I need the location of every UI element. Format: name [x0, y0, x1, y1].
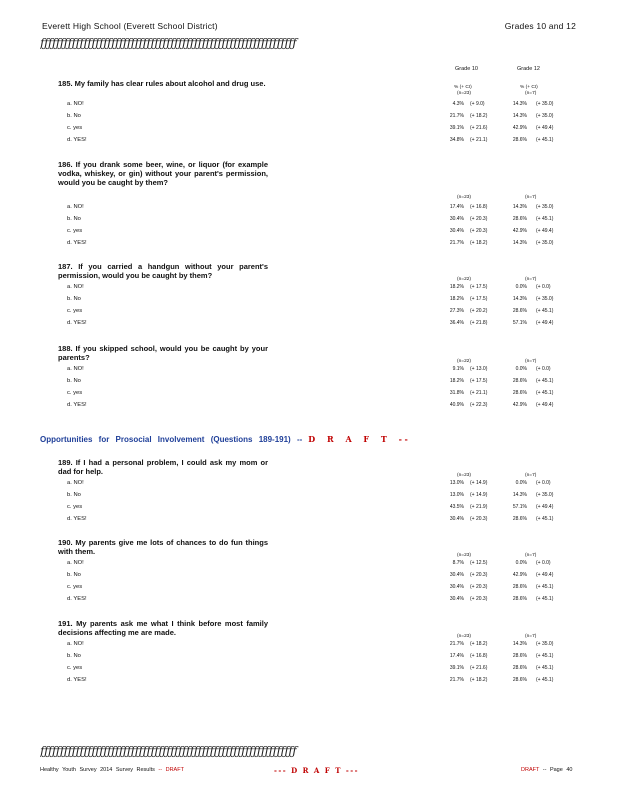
ci-grade-10: (+ 14.9) — [470, 492, 488, 498]
section-draft-mark: D R A F T -- — [308, 434, 411, 444]
ci-grade-12: (+ 0.0) — [536, 366, 551, 372]
ci-grade-12: (+ 35.0) — [536, 240, 554, 246]
answer-option: a. NO! — [67, 204, 84, 210]
percent-grade-10: 36.4% — [449, 320, 464, 326]
percent-grade-12: 28.6% — [512, 584, 527, 590]
percent-grade-12: 28.6% — [512, 137, 527, 143]
answer-option: b. No — [67, 492, 81, 498]
percent-grade-10: 31.8% — [449, 390, 464, 396]
column-header-grade-12: Grade 12 — [517, 66, 540, 72]
percent-grade-10: 30.4% — [449, 216, 464, 222]
ci-grade-12: (+ 0.0) — [536, 560, 551, 566]
percent-grade-12: 0.0% — [515, 366, 527, 372]
question-text: 190. My parents give me lots of chances to do fun things with them. — [58, 538, 268, 556]
ci-grade-10: (+ 20.3) — [470, 572, 488, 578]
answer-option: b. No — [67, 572, 81, 578]
ci-grade-12: (+ 49.4) — [536, 402, 554, 408]
answer-option: c. yes — [67, 308, 83, 314]
percent-grade-10: 39.1% — [449, 125, 464, 131]
percent-grade-12: 57.1% — [512, 320, 527, 326]
answer-option: d. YES! — [67, 402, 87, 408]
sample-size-grade-10: (n=23) — [457, 634, 471, 639]
ci-grade-12: (+ 45.1) — [536, 584, 554, 590]
percent-grade-10: 30.4% — [449, 572, 464, 578]
percent-grade-12: 14.3% — [512, 492, 527, 498]
sample-size-grade-10: (n=22) — [457, 359, 471, 364]
answer-option: b. No — [67, 653, 81, 659]
footer-left — [40, 767, 184, 773]
ci-grade-10: (+ 21.8) — [470, 320, 488, 326]
percent-grade-10: 4.3% — [452, 101, 464, 107]
percent-grade-12: 42.9% — [512, 125, 527, 131]
percent-grade-12: 28.6% — [512, 216, 527, 222]
percent-grade-10: 21.7% — [449, 240, 464, 246]
percent-grade-10: 18.2% — [449, 284, 464, 290]
ci-grade-12: (+ 49.4) — [536, 572, 554, 578]
sample-size-grade-12: (n=7) — [525, 277, 537, 282]
sample-size-grade-12: (n=7) — [525, 195, 537, 200]
ci-grade-12: (+ 49.4) — [536, 320, 554, 326]
percent-grade-12: 14.3% — [512, 101, 527, 107]
ci-grade-12: (+ 49.4) — [536, 504, 554, 510]
sample-size-grade-10: (n=23) — [457, 553, 471, 558]
ci-grade-12: (+ 0.0) — [536, 284, 551, 290]
ci-grade-12: (+ 45.1) — [536, 596, 554, 602]
percent-grade-10: 30.4% — [449, 596, 464, 602]
ci-grade-10: (+ 21.9) — [470, 504, 488, 510]
ci-grade-12: (+ 35.0) — [536, 296, 554, 302]
section-title: Opportunities for Prosocial Involvement (Questions 189-191) -- — [40, 435, 303, 444]
answer-option: a. NO! — [67, 560, 84, 566]
ci-grade-10: (+ 21.6) — [470, 125, 488, 131]
answer-option: c. yes — [67, 228, 83, 234]
percent-grade-10: 43.5% — [449, 504, 464, 510]
answer-option: d. YES! — [67, 677, 87, 683]
answer-option: b. No — [67, 113, 81, 119]
ci-grade-10: (+ 9.0) — [470, 101, 485, 107]
percent-grade-10: 13.0% — [449, 492, 464, 498]
ci-grade-12: (+ 45.1) — [536, 653, 554, 659]
percent-grade-12: 28.6% — [512, 653, 527, 659]
question-text: 185. My family has clear rules about alcohol and drug use. — [58, 79, 266, 88]
sample-size-grade-12: (n=7) — [525, 553, 537, 558]
percent-ci-header-grade-12: % (+ CI) — [520, 85, 538, 90]
footer-left-draft: -- DRAFT — [158, 767, 184, 773]
ci-grade-10: (+ 20.2) — [470, 308, 488, 314]
percent-grade-12: 14.3% — [512, 240, 527, 246]
percent-grade-10: 13.0% — [449, 480, 464, 486]
percent-grade-12: 14.3% — [512, 113, 527, 119]
answer-option: c. yes — [67, 125, 83, 131]
percent-grade-10: 8.7% — [452, 560, 464, 566]
percent-ci-header-grade-10: % (+ CI) — [454, 85, 472, 90]
percent-grade-10: 21.7% — [449, 113, 464, 119]
percent-grade-12: 42.9% — [512, 228, 527, 234]
answer-option: d. YES! — [67, 137, 87, 143]
percent-grade-12: 57.1% — [512, 504, 527, 510]
answer-option: a. NO! — [67, 101, 84, 107]
percent-grade-12: 28.6% — [512, 516, 527, 522]
ci-grade-10: (+ 18.2) — [470, 641, 488, 647]
percent-grade-10: 18.2% — [449, 296, 464, 302]
percent-grade-10: 9.1% — [452, 366, 464, 372]
answer-option: b. No — [67, 378, 81, 384]
ci-grade-10: (+ 12.5) — [470, 560, 488, 566]
ci-grade-12: (+ 45.1) — [536, 665, 554, 671]
percent-grade-10: 40.9% — [449, 402, 464, 408]
sample-size-grade-12: (n=7) — [525, 473, 537, 478]
percent-grade-12: 0.0% — [515, 284, 527, 290]
answer-option: c. yes — [67, 665, 83, 671]
ci-grade-10: (+ 20.3) — [470, 596, 488, 602]
report-grades: Grades 10 and 12 — [504, 21, 576, 31]
footer-right — [521, 767, 572, 773]
percent-grade-10: 17.4% — [449, 204, 464, 210]
ci-grade-12: (+ 0.0) — [536, 480, 551, 486]
ci-grade-10: (+ 21.1) — [470, 390, 488, 396]
ci-grade-10: (+ 20.3) — [470, 228, 488, 234]
percent-grade-10: 17.4% — [449, 653, 464, 659]
ci-grade-10: (+ 17.5) — [470, 284, 488, 290]
answer-option: b. No — [67, 216, 81, 222]
percent-grade-12: 0.0% — [515, 560, 527, 566]
ci-grade-12: (+ 49.4) — [536, 125, 554, 131]
ci-grade-10: (+ 18.2) — [470, 113, 488, 119]
percent-grade-12: 0.0% — [515, 480, 527, 486]
percent-grade-10: 39.1% — [449, 665, 464, 671]
sample-size-grade-10: (n=23) — [457, 473, 471, 478]
sample-size-grade-10: (n=22) — [457, 277, 471, 282]
ci-grade-10: (+ 17.5) — [470, 296, 488, 302]
answer-option: b. No — [67, 296, 81, 302]
header-rule: ƒƒƒƒƒƒƒƒƒƒƒƒƒƒƒƒƒƒƒƒƒƒƒƒƒƒƒƒƒƒƒƒƒƒƒƒƒƒƒƒƒƒƒƒƒƒƒƒƒƒƒƒƒƒƒƒƒƒƒƒƒƒƒƒƒ — [40, 36, 297, 50]
ci-grade-10: (+ 18.2) — [470, 677, 488, 683]
question-text: 188. If you skipped school, would you be caught by your parents? — [58, 344, 268, 362]
footer-page-number: -- Page 40 — [542, 767, 573, 773]
question-text: 186. If you drank some beer, wine, or liquor (for example vodka, whiskey, or gin) without your parent's permission, would you be caught by them? — [58, 160, 268, 187]
answer-option: a. NO! — [67, 641, 84, 647]
sample-size-grade-12: (n=7) — [525, 359, 537, 364]
answer-option: c. yes — [67, 584, 83, 590]
percent-grade-10: 34.8% — [449, 137, 464, 143]
ci-grade-12: (+ 35.0) — [536, 101, 554, 107]
sample-size-grade-12: (n=7) — [525, 91, 537, 96]
percent-grade-12: 42.9% — [512, 572, 527, 578]
ci-grade-10: (+ 14.9) — [470, 480, 488, 486]
footer-rule: ƒƒƒƒƒƒƒƒƒƒƒƒƒƒƒƒƒƒƒƒƒƒƒƒƒƒƒƒƒƒƒƒƒƒƒƒƒƒƒƒƒƒƒƒƒƒƒƒƒƒƒƒƒƒƒƒƒƒƒƒƒƒƒƒƒ — [40, 744, 297, 758]
percent-grade-12: 28.6% — [512, 308, 527, 314]
ci-grade-12: (+ 49.4) — [536, 228, 554, 234]
ci-grade-10: (+ 21.1) — [470, 137, 488, 143]
ci-grade-12: (+ 35.0) — [536, 204, 554, 210]
column-header-grade-10: Grade 10 — [455, 66, 478, 72]
ci-grade-12: (+ 45.1) — [536, 390, 554, 396]
percent-grade-10: 30.4% — [449, 516, 464, 522]
answer-option: c. yes — [67, 390, 83, 396]
ci-grade-10: (+ 17.5) — [470, 378, 488, 384]
answer-option: d. YES! — [67, 320, 87, 326]
ci-grade-12: (+ 45.1) — [536, 216, 554, 222]
ci-grade-10: (+ 13.0) — [470, 366, 488, 372]
ci-grade-10: (+ 21.6) — [470, 665, 488, 671]
percent-grade-12: 28.6% — [512, 677, 527, 683]
percent-grade-12: 28.6% — [512, 390, 527, 396]
percent-grade-10: 27.3% — [449, 308, 464, 314]
percent-grade-10: 21.7% — [449, 677, 464, 683]
footer-survey-title: Healthy Youth Survey 2014 Survey Results — [40, 767, 155, 773]
percent-grade-10: 30.4% — [449, 228, 464, 234]
ci-grade-10: (+ 20.3) — [470, 584, 488, 590]
sample-size-grade-10: (n=23) — [457, 91, 471, 96]
answer-option: d. YES! — [67, 240, 87, 246]
ci-grade-12: (+ 35.0) — [536, 641, 554, 647]
footer-draft-banner: --- D R A F T --- — [274, 766, 360, 775]
question-text: 187. If you carried a handgun without your parent's permission, would you be caught by them? — [58, 262, 268, 280]
answer-option: d. YES! — [67, 516, 87, 522]
percent-grade-12: 42.9% — [512, 402, 527, 408]
question-text: 189. If I had a personal problem, I could ask my mom or dad for help. — [58, 458, 268, 476]
ci-grade-12: (+ 35.0) — [536, 492, 554, 498]
percent-grade-10: 30.4% — [449, 584, 464, 590]
answer-option: c. yes — [67, 504, 83, 510]
ci-grade-12: (+ 45.1) — [536, 137, 554, 143]
ci-grade-10: (+ 16.8) — [470, 204, 488, 210]
percent-grade-12: 14.3% — [512, 204, 527, 210]
report-school-name: Everett High School (Everett School District) — [42, 21, 218, 31]
answer-option: d. YES! — [67, 596, 87, 602]
ci-grade-12: (+ 35.0) — [536, 113, 554, 119]
section-heading — [40, 434, 410, 444]
percent-grade-12: 28.6% — [512, 596, 527, 602]
footer-right-draft: DRAFT — [521, 767, 540, 773]
ci-grade-10: (+ 22.3) — [470, 402, 488, 408]
ci-grade-12: (+ 45.1) — [536, 677, 554, 683]
answer-option: a. NO! — [67, 480, 84, 486]
ci-grade-10: (+ 18.2) — [470, 240, 488, 246]
answer-option: a. NO! — [67, 366, 84, 372]
question-text: 191. My parents ask me what I think before most family decisions affecting me are made. — [58, 619, 268, 637]
percent-grade-12: 28.6% — [512, 378, 527, 384]
ci-grade-12: (+ 45.1) — [536, 308, 554, 314]
percent-grade-10: 21.7% — [449, 641, 464, 647]
percent-grade-12: 14.3% — [512, 296, 527, 302]
ci-grade-12: (+ 45.1) — [536, 516, 554, 522]
ci-grade-10: (+ 16.8) — [470, 653, 488, 659]
answer-option: a. NO! — [67, 284, 84, 290]
percent-grade-12: 28.6% — [512, 665, 527, 671]
sample-size-grade-10: (n=23) — [457, 195, 471, 200]
ci-grade-12: (+ 45.1) — [536, 378, 554, 384]
ci-grade-10: (+ 20.3) — [470, 216, 488, 222]
ci-grade-10: (+ 20.3) — [470, 516, 488, 522]
sample-size-grade-12: (n=7) — [525, 634, 537, 639]
percent-grade-10: 18.2% — [449, 378, 464, 384]
percent-grade-12: 14.3% — [512, 641, 527, 647]
